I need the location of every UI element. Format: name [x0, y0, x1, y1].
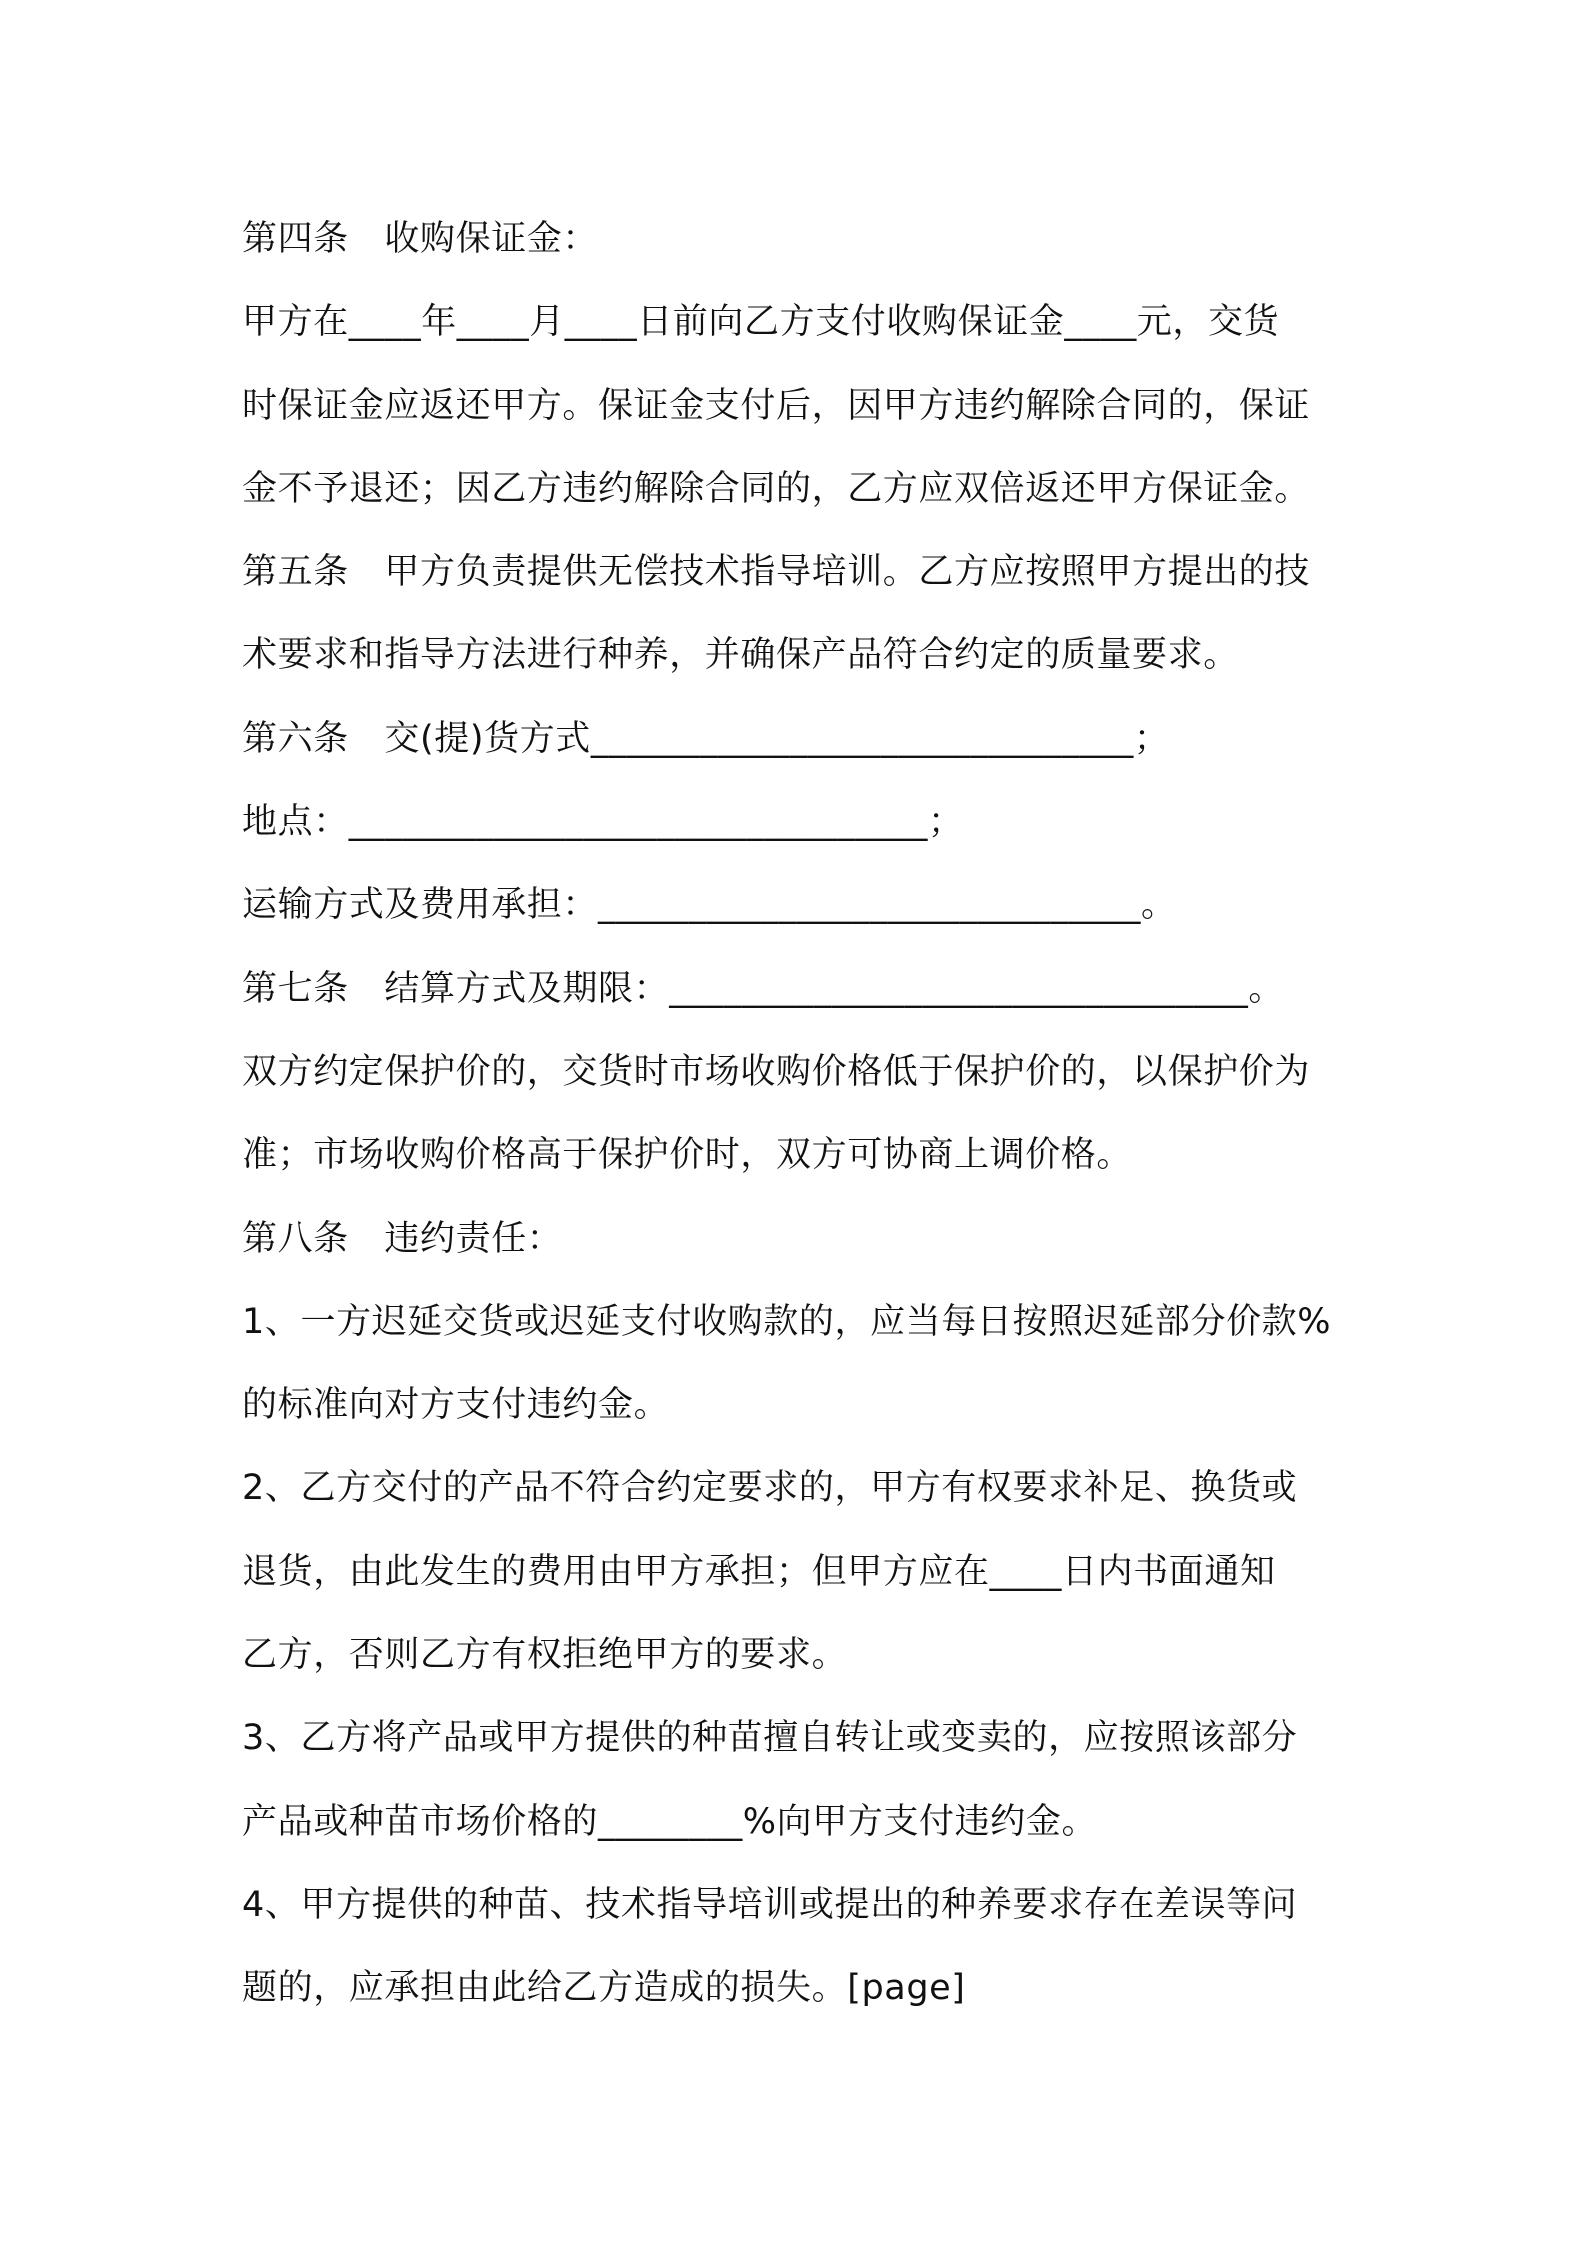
article-7-heading: 第七条 结算方式及期限：________________________________。: [242, 968, 1285, 1009]
text-line: 地点：________________________________；: [242, 802, 964, 843]
text-line: 金不予退还；因乙方违约解除合同的，乙方应双倍返还甲方保证金。: [242, 468, 1311, 509]
text-line: 的标准向对方支付违约金。: [242, 1385, 670, 1426]
text-line: 产品或种苗市场价格的________%向甲方支付违约金。: [242, 1801, 1098, 1842]
article-6-heading: 第六条 交(提)货方式______________________________；: [242, 718, 1170, 759]
text-line: 双方约定保护价的，交货时市场收购价格低于保护价的，以保护价为: [242, 1051, 1311, 1092]
text-line: 退货，由此发生的费用由甲方承担；但甲方应在____日内书面通知: [242, 1551, 1276, 1592]
text-line: 术要求和指导方法进行种养，并确保产品符合约定的质量要求。: [242, 635, 1239, 676]
text-line: 1、一方迟延交货或迟延支付收购款的，应当每日按照迟延部分价款%: [242, 1301, 1332, 1342]
article-4-heading: 第四条 收购保证金：: [242, 219, 599, 259]
text-line: 3、乙方将产品或甲方提供的种苗擅自转让或变卖的，应按照该部分: [242, 1718, 1298, 1759]
text-line: 2、乙方交付的产品不符合约定要求的，甲方有权要求补足、换货或: [242, 1468, 1298, 1509]
text-line: 题的，应承担由此给乙方造成的损失。[page]: [242, 1968, 966, 2009]
article-8-heading: 第八条 违约责任：: [242, 1218, 563, 1259]
text-line: 甲方在____年____月____日前向乙方支付收购保证金____元，交货: [242, 302, 1280, 343]
text-line: 运输方式及费用承担：______________________________。: [242, 885, 1177, 926]
text-line: 4、甲方提供的种苗、技术指导培训或提出的种养要求存在差误等问: [242, 1884, 1298, 1925]
text-line: 时保证金应返还甲方。保证金支付后，因甲方违约解除合同的，保证: [242, 385, 1311, 426]
article-5-heading: 第五条 甲方负责提供无偿技术指导培训。乙方应按照甲方提出的技: [242, 552, 1311, 593]
text-line: 乙方，否则乙方有权拒绝甲方的要求。: [242, 1635, 848, 1676]
text-line: 准；市场收购价格高于保护价时，双方可协商上调价格。: [242, 1135, 1133, 1176]
contract-text: [242, 198, 1372, 2031]
